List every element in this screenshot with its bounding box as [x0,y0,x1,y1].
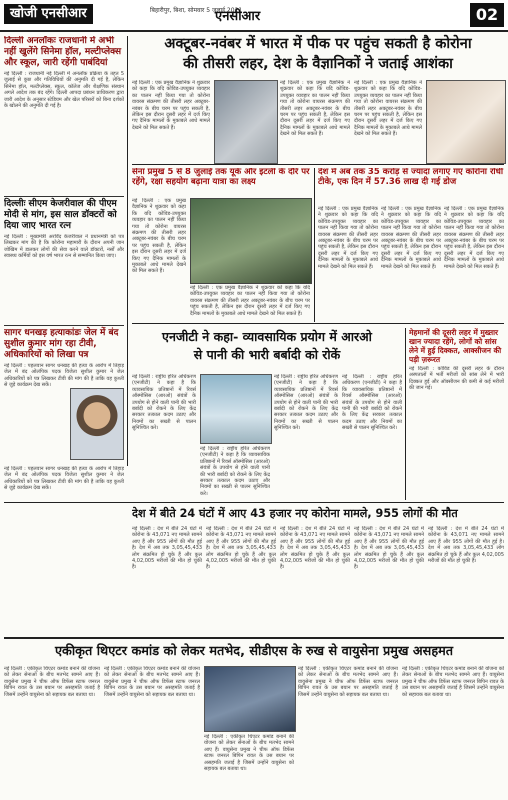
ngt-body-3: नई दिल्ली : राष्ट्रीय हरित अधिकरण (एनजीटी) ने कहा है कि व्यावसायिक प्रतिष्ठानों में रिवर्स ऑस्मोसिस (आरओ) संयंत्रों के उपयोग से होने वाली पानी की भारी बर्बादी को रोकने के लिए केंद्र सरकार तत्काल कदम उठाए और नियमों का सख्ती से पालन सुनिश्चित करे। [274,374,338,432]
lead-body-right: नई दिल्ली : एक प्रमुख वैज्ञानिक ने शुक्रवार को कहा कि यदि कोविड-उपयुक्त व्यवहार का पालन नहीं किया गया तो कोरोना वायरस संक्रमण की तीसरी लहर अक्टूबर-नवंबर के बीच चरम पर पहुंच सकती है, लेकिन इस दौरान दूसरी लहर में दर्ज किए गए दैनिक मामलों के मुकाबले आधे मामले देखने को मिल सकते हैं। [354,80,422,138]
bottom-headline: एकीकृत थिएटर कमांड को लेकर मतभेद, सीडीएस के रुख से वायुसेना प्रमुख असहमत [54,644,454,659]
story3-headline: सागर धनखड़ हत्याकांडः जेल में बंद सुशील कुमार मांग रहा टीवी, अधिकारियों को लिखा पत्र [4,325,124,361]
bottom-body-1: नई दिल्ली : एकीकृत थिएटर कमांड बनाने की योजना को लेकर सेनाओं के बीच मतभेद सामने आए हैं। वायुसेना प्रमुख ने चीफ ऑफ डिफेंस स्टाफ जनरल बिपिन रावत के उस बयान पर असहमति जताई है जिसमें उन्होंने वायुसेना को सहायक बल बताया था। [4,666,100,698]
army-chief-photo [190,198,312,284]
story1-headline: दिल्ली अनलॉकः राजधानी में अभी नहीं खुलेंगे सिनेमा हॉल, मल्टीप्लेक्स और स्कूल, जारी रहेंगी पाबंदियां [4,36,122,68]
story1-body: नई दिल्ली : राजधानी नई दिल्ली में अनलॉक प्रक्रिया के तहत 5 जुलाई से कुछ और गतिविधियों की अनुमति दी गई है, लेकिन सिनेमा हॉल, मल्टीप्लेक्स, स्कूल, कॉलेज और शैक्षणिक संस्थान अगले आदेश तक बंद रहेंगे। दिल्ली आपदा प्रबंधन प्राधिकरण द्वारा जारी आदेश के अनुसार स्टेडियम और खेल परिसरों को बिना दर्शकों के खोलने की अनुमति दी गई है। [4,71,124,110]
vaccine-body-3: नई दिल्ली : एक प्रमुख वैज्ञानिक ने शुक्रवार को कहा कि यदि कोविड-उपयुक्त व्यवहार का पालन नहीं किया गया तो कोरोना वायरस संक्रमण की तीसरी लहर अक्टूबर-नवंबर के बीच चरम पर पहुंच सकती है, लेकिन इस दौरान दूसरी लहर में दर्ज किए गए दैनिक मामलों के मुकाबले आधे मामले देखने को मिल सकते हैं। [444,206,504,270]
covid-body-3: नई दिल्ली : देश में बीते 24 घंटों में कोरोना के 43,071 नए मामले सामने आए हैं और 955 लोगों की मौत हुई है। देश में अब तक 3,05,45,433 लोग संक्रमित हो चुके हैं और कुल 4,02,005 मरीजों की मौत हो चुकी है। [280,526,350,571]
bottom-body-2: नई दिल्ली : एकीकृत थिएटर कमांड बनाने की योजना को लेकर सेनाओं के बीच मतभेद सामने आए हैं। वायुसेना प्रमुख ने चीफ ऑफ डिफेंस स्टाफ जनरल बिपिन रावत के उस बयान पर असहमति जताई है जिसमें उन्होंने वायुसेना को सहायक बल बताया था। [104,666,200,698]
side-divider [405,328,406,500]
bottom-body-4: नई दिल्ली : एकीकृत थिएटर कमांड बनाने की योजना को लेकर सेनाओं के बीच मतभेद सामने आए हैं। वायुसेना प्रमुख ने चीफ ऑफ डिफेंस स्टाफ जनरल बिपिन रावत के उस बयान पर असहमति जताई है जिसमें उन्होंने वायुसेना को सहायक बल बताया था। [298,666,398,698]
army-chief-headline: सेना प्रमुख 5 से 8 जुलाई तक यूके और इटली के दौरे पर रहेंगे, रक्षा सहयोग बढ़ाना यात्रा का लक्ष्य [132,168,310,187]
lead-body-left: नई दिल्ली : एक प्रमुख वैज्ञानिक ने शुक्रवार को कहा कि यदि कोविड-उपयुक्त व्यवहार का पालन नहीं किया गया तो कोरोना वायरस संक्रमण की तीसरी लहर अक्टूबर-नवंबर के बीच चरम पर पहुंच सकती है, लेकिन इस दौरान दूसरी लहर में दर्ज किए गए दैनिक मामलों के मुकाबले आधे मामले देखने को मिल सकते हैं। [132,80,210,131]
left-column-divider [127,36,128,466]
lead-headline [132,34,504,78]
bottom-body-5: नई दिल्ली : एकीकृत थिएटर कमांड बनाने की योजना को लेकर सेनाओं के बीच मतभेद सामने आए हैं। वायुसेना प्रमुख ने चीफ ऑफ डिफेंस स्टाफ जनरल बिपिन रावत के उस बयान पर असहमति जताई है जिसमें उन्होंने वायुसेना को सहायक बल बताया था। [402,666,504,698]
ngt-headline-line2: से पानी की भारी बर्बादी को रोकें [193,347,341,362]
ngt-body-4: नई दिल्ली : राष्ट्रीय हरित अधिकरण (एनजीटी) ने कहा है कि व्यावसायिक प्रतिष्ठानों में रिवर्स ऑस्मोसिस (आरओ) संयंत्रों के उपयोग से होने वाली पानी की भारी बर्बादी को रोकने के लिए केंद्र सरकार तत्काल कदम उठाए और नियमों का सख्ती से पालन सुनिश्चित करे। [342,374,402,432]
vaccination-photo [426,80,506,164]
ngt-headline-line1: एनजीटी ने कहा- व्यावसायिक प्रयोग में आरओ [162,329,372,344]
side-story-headline: मेहमानों की दूसरी लहर में मुख्तार खान ज्यादा रहेंगे, लोगों को सांस लेने में हुई दिक्कत, आक्सीजन की पड़ी ज़रूरत [409,328,502,364]
covid-body-2: नई दिल्ली : देश में बीते 24 घंटों में कोरोना के 43,071 नए मामले सामने आए हैं और 955 लोगों की मौत हुई है। देश में अब तक 3,05,45,433 लोग संक्रमित हो चुके हैं और कुल 4,02,005 मरीजों की मौत हो चुकी है। [206,526,276,571]
masthead [0,0,508,32]
sub-divider [314,168,315,322]
mid-divider [132,323,504,324]
vaccine-body-2: नई दिल्ली : एक प्रमुख वैज्ञानिक ने शुक्रवार को कहा कि यदि कोविड-उपयुक्त व्यवहार का पालन नहीं किया गया तो कोरोना वायरस संक्रमण की तीसरी लहर अक्टूबर-नवंबर के बीच चरम पर पहुंच सकती है, लेकिन इस दौरान दूसरी लहर में दर्ज किए गए दैनिक मामलों के मुकाबले आधे मामले देखने को मिल सकते हैं। [381,206,441,270]
brand-logo: खोजी एनसीआर [4,4,93,24]
page-number: 02 [470,3,504,27]
side-story-body: नई दिल्ली : कोविड की दूसरी लहर के दौरान अस्पतालों में भर्ती मरीजों को सांस लेने में भारी दिक्कत हुई और ऑक्सीजन की कमी से कई मरीजों की जान गई। [409,366,504,392]
section-title: एनसीआर [215,9,261,24]
ngt-body-2: नई दिल्ली : राष्ट्रीय हरित अधिकरण (एनजीटी) ने कहा है कि व्यावसायिक प्रतिष्ठानों में रिवर्स ऑस्मोसिस (आरओ) संयंत्रों के उपयोग से होने वाली पानी की भारी बर्बादी को रोकने के लिए केंद्र सरकार तत्काल कदम उठाए और नियमों का सख्ती से पालन सुनिश्चित करे। [200,446,270,497]
ngt-body-1: नई दिल्ली : राष्ट्रीय हरित अधिकरण (एनजीटी) ने कहा है कि व्यावसायिक प्रतिष्ठानों में रिवर्स ऑस्मोसिस (आरओ) संयंत्रों के उपयोग से होने वाली पानी की भारी बर्बादी को रोकने के लिए केंद्र सरकार तत्काल कदम उठाए और नियमों का सख्ती से पालन सुनिश्चित करे। [132,374,196,432]
covid-body-1: नई दिल्ली : देश में बीते 24 घंटों में कोरोना के 43,071 नए मामले सामने आए हैं और 955 लोगों की मौत हुई है। देश में अब तक 3,05,45,433 लोग संक्रमित हो चुके हैं और कुल 4,02,005 मरीजों की मौत हो चुकी है। [132,526,202,571]
lead-headline-line1: अक्टूबर-नवंबर में भारत में पीक पर पहुंच सकती है कोरोना [164,36,472,52]
side-story [409,328,504,500]
vaccine-headline: देश में अब तक 35 करोड़ से ज्यादा लगाए गए कोरोना रोधी टीके, एक दिन में 57.36 लाख दी गई डोज [318,168,504,187]
lead-photo-crowd [214,80,278,164]
covid-headline: देश में बीते 24 घंटों में आए 43 हजार नए कोरोना मामले, 955 लोगों की मौत [132,507,458,520]
story2-headline: दिल्लीः सीएम केजरीवाल की पीएम मोदी से मांग, इस साल डॉक्टरों को दिया जाए भारत रत्न [4,196,124,232]
lead-divider [132,164,504,165]
covid-body-4: नई दिल्ली : देश में बीते 24 घंटों में कोरोना के 43,071 नए मामले सामने आए हैं और 955 लोगों की मौत हुई है। देश में अब तक 3,05,45,433 लोग संक्रमित हो चुके हैं और कुल 4,02,005 मरीजों की मौत हो चुकी है। [354,526,424,571]
ngt-headline [132,328,402,370]
covid-body-left: नई दिल्ली : पहलवान सागर धनखड़ की हत्या के आरोप में तिहाड़ जेल में बंद ओलंपिक पदक विजेता सुशील कुमार ने जेल अधिकारियों को पत्र लिखकर टीवी की मांग की है ताकि वह कुश्ती से जुड़े कार्यक्रम देख सकें। [4,466,124,492]
story2-body: नई दिल्ली : मुख्यमंत्री अरविंद केजरीवाल ने प्रधानमंत्री को पत्र लिखकर मांग की है कि कोरोना महामारी के दौरान अपनी जान जोखिम में डालकर लोगों की सेवा करने वाले डॉक्टरों, नर्सों और स्वास्थ्य कर्मियों को इस वर्ष भारत रत्न से सम्मानित किया जाए। [4,234,124,260]
story3-body: नई दिल्ली : पहलवान सागर धनखड़ की हत्या के आरोप में तिहाड़ जेल में बंद ओलंपिक पदक विजेता सुशील कुमार ने जेल अधिकारियों को पत्र लिखकर टीवी की मांग की है ताकि वह कुश्ती से जुड़े कार्यक्रम देख सकें। [4,363,124,389]
bottom-top-rule [4,637,504,639]
army-chief-body: नई दिल्ली : एक प्रमुख वैज्ञानिक ने शुक्रवार को कहा कि यदि कोविड-उपयुक्त व्यवहार का पालन नहीं किया गया तो कोरोना वायरस संक्रमण की तीसरी लहर अक्टूबर-नवंबर के बीच चरम पर पहुंच सकती है, लेकिन इस दौरान दूसरी लहर में दर्ज किए गए दैनिक मामलों के मुकाबले आधे मामले देखने को मिल सकते हैं। [132,198,186,275]
vaccine-body-1: नई दिल्ली : एक प्रमुख वैज्ञानिक ने शुक्रवार को कहा कि यदि कोविड-उपयुक्त व्यवहार का पालन नहीं किया गया तो कोरोना वायरस संक्रमण की तीसरी लहर अक्टूबर-नवंबर के बीच चरम पर पहुंच सकती है, लेकिन इस दौरान दूसरी लहर में दर्ज किए गए दैनिक मामलों के मुकाबले आधे मामले देखने को मिल सकते हैं। [318,206,378,270]
air-chief-photo [204,666,296,732]
ngt-photo [200,374,272,444]
army-chief-body-2: नई दिल्ली : एक प्रमुख वैज्ञानिक ने शुक्रवार को कहा कि यदि कोविड-उपयुक्त व्यवहार का पालन नहीं किया गया तो कोरोना वायरस संक्रमण की तीसरी लहर अक्टूबर-नवंबर के बीच चरम पर पहुंच सकती है, लेकिन इस दौरान दूसरी लहर में दर्ज किए गए दैनिक मामलों के मुकाबले आधे मामले देखने को मिल सकते हैं। [190,285,310,317]
bottom-body-3: नई दिल्ली : एकीकृत थिएटर कमांड बनाने की योजना को लेकर सेनाओं के बीच मतभेद सामने आए हैं। वायुसेना प्रमुख ने चीफ ऑफ डिफेंस स्टाफ जनरल बिपिन रावत के उस बयान पर असहमति जताई है जिसमें उन्होंने वायुसेना को सहायक बल बताया था। [204,734,294,773]
covid-body-5: नई दिल्ली : देश में बीते 24 घंटों में कोरोना के 43,071 नए मामले सामने आए हैं और 955 लोगों की मौत हुई है। देश में अब तक 3,05,45,433 लोग संक्रमित हो चुके हैं और कुल 4,02,005 मरीजों की मौत हो चुकी है। [428,526,504,565]
sushil-kumar-photo [70,388,124,460]
lead-body-mid: नई दिल्ली : एक प्रमुख वैज्ञानिक ने शुक्रवार को कहा कि यदि कोविड-उपयुक्त व्यवहार का पालन नहीं किया गया तो कोरोना वायरस संक्रमण की तीसरी लहर अक्टूबर-नवंबर के बीच चरम पर पहुंच सकती है, लेकिन इस दौरान दूसरी लहर में दर्ज किए गए दैनिक मामलों के मुकाबले आधे मामले देखने को मिल सकते हैं। [280,80,350,138]
dateline: बिहारीपुर, बिशा, सोमवार 5 जुलाई 2021 [150,7,243,14]
lead-headline-line2: की तीसरी लहर, देश के वैज्ञानिकों ने जताई आशंका [183,56,453,72]
